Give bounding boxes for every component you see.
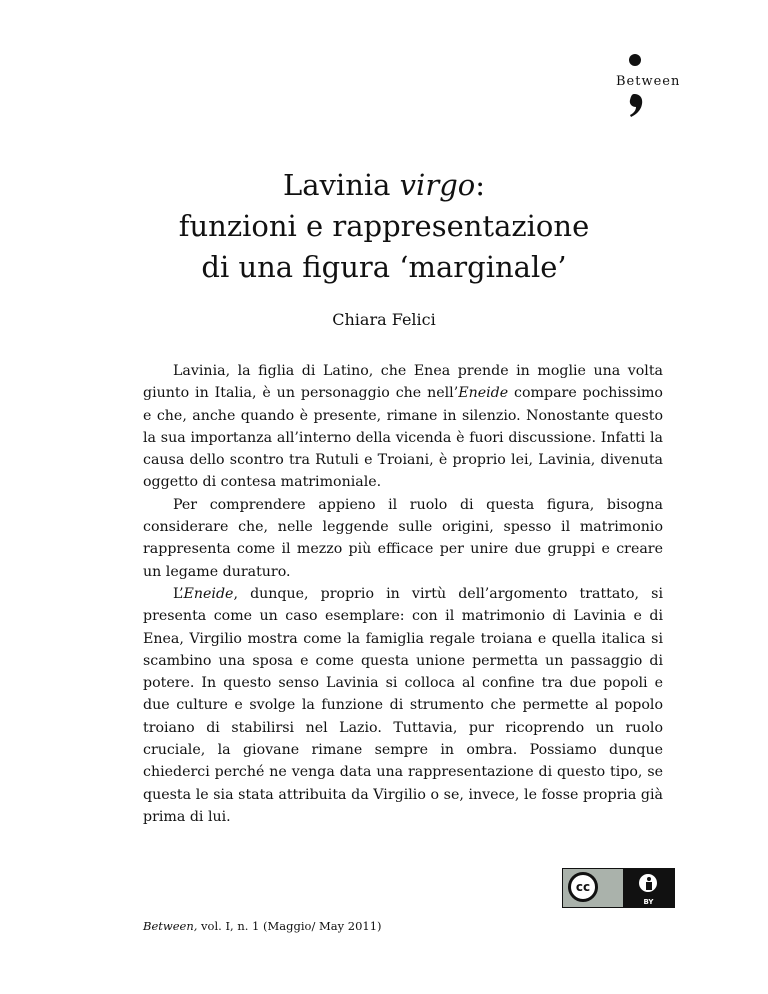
paragraph-2: Per comprendere appieno il ruolo di questa figura, bisogna considerare che, nelle leggende sulle origini, spesso il matrimonio rappresenta come il mezzo più efficace per unire due gruppi e creare un legame duraturo. xyxy=(143,496,663,580)
cc-icon: cc xyxy=(568,872,598,902)
journal-name: Between, xyxy=(143,919,198,933)
article-title xyxy=(0,165,768,288)
logo-dot xyxy=(629,54,641,66)
logo-text: Between xyxy=(616,74,681,89)
title-line-1: Lavinia virgo: xyxy=(283,168,485,202)
title-line-3: di una figura ‘marginale’ xyxy=(201,250,567,284)
paragraph-1: Lavinia, la figlia di Latino, che Enea prende in moglie una volta giunto in Italia, è un personaggio che nell’Eneide compare pochissimo e che, anche quando è presente, rimane in silenzio. Nonostante questo la sua importanza all’interno della vicenda è fuori discussione. Infatti la causa dello scontro tra Rutuli e Troiani, è proprio lei, Lavinia, divenuta oggetto di contesa matrimoniale. xyxy=(143,363,663,491)
paragraph-3: L’Eneide, dunque, proprio in virtù dell’argomento trattato, si presenta come un caso esemplare: con il matrimonio di Lavinia e di Enea, Virgilio mostra come la famiglia regale troiana e quella italica si scambino una sposa e come questa unione permetta un passaggio di potere. In questo senso Lavinia si colloca al confine tra due popoli e due culture e svolge la funzione di strumento che permette al popolo troiano di stabilirsi nel Lazio. Tuttavia, pur ricoprendo un ruolo cruciale, la giovane rimane sempre in ombra. Possiamo dunque chiederci perché ne venga data una rappresentazione di questo tipo, se questa le sia stata attribuita da Virgilio o se, invece, le fosse propria già prima di lui. xyxy=(143,585,663,825)
between-logo xyxy=(604,48,684,118)
author-name: Chiara Felici xyxy=(332,310,436,329)
issue-info: vol. I, n. 1 (Maggio/ May 2011) xyxy=(197,919,382,933)
footer-citation xyxy=(143,919,382,933)
cc-by-license-badge xyxy=(562,868,675,908)
article-body xyxy=(143,360,663,828)
by-label: BY xyxy=(643,898,654,906)
title-line-2: funzioni e rappresentazione xyxy=(178,209,590,243)
logo-comma-icon xyxy=(626,92,646,118)
attribution-person-icon xyxy=(637,872,659,894)
